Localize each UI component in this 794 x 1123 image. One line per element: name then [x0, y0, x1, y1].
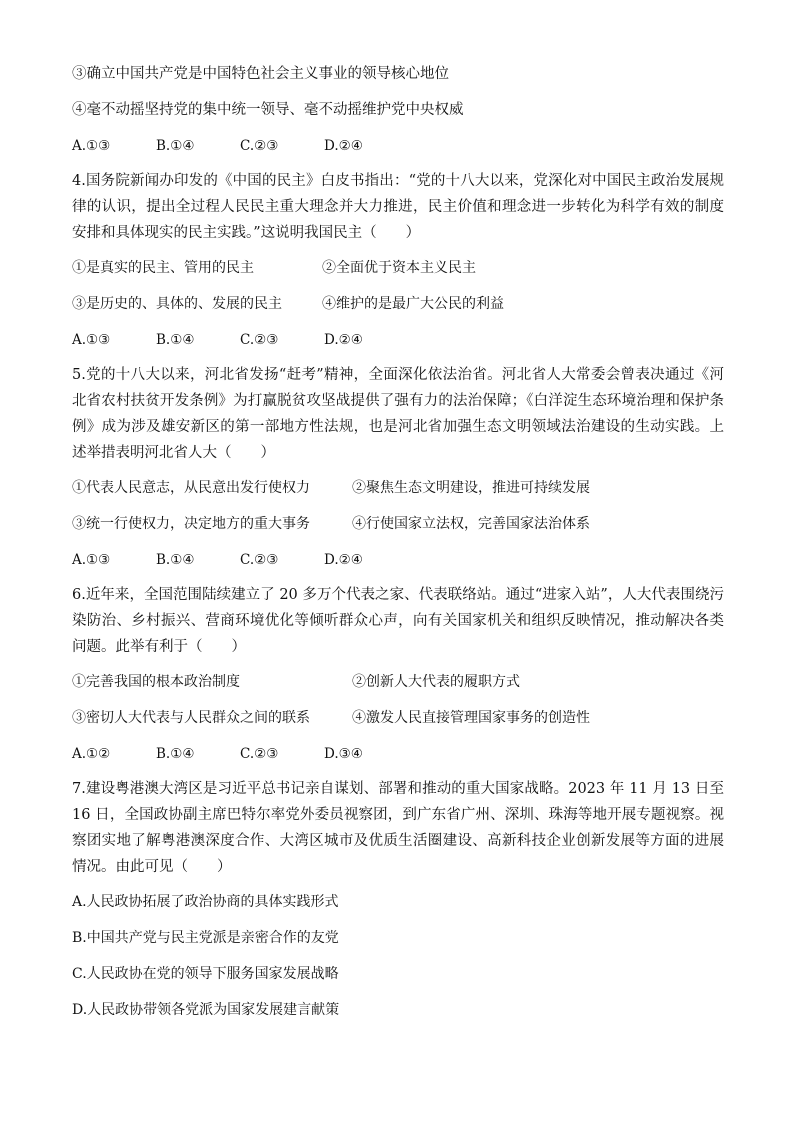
- q6-options-row-2: [72, 708, 724, 728]
- exam-page: [72, 60, 724, 1020]
- q6-option-3: ③密切人大代表与人民群众之间的联系: [72, 710, 310, 726]
- q4-option-3: ③是历史的、具体的、发展的民主: [72, 296, 282, 312]
- q4-answer-choices: [72, 330, 724, 350]
- q6-stem: 6.近年来，全国范围陆续建立了 20 多万个代表之家、代表联络站。通过“进家入站”，人大代表围绕污染防治、乡村振兴、营商环境优化等倾听群众心声，向有关国家机关和组织反映情况，推动解决各类问题。此举有利于（ ）: [72, 587, 724, 655]
- q4-option-1: ①是真实的民主、管用的民主: [72, 260, 254, 276]
- q7-option-c: C.人民政协在党的领导下服务国家发展战略: [72, 966, 339, 982]
- q3-answer-d: D.②④: [324, 138, 363, 154]
- q7-option-a: A.人民政协拓展了政治协商的具体实践形式: [72, 894, 339, 910]
- q5-answer-b: B.①④: [156, 552, 195, 568]
- q6-option-1: ①完善我国的根本政治制度: [72, 674, 240, 690]
- q4-answer-a: A.①③: [72, 332, 111, 348]
- q6-option-4: ④激发人民直接管理国家事务的创造性: [352, 710, 590, 726]
- q5-answer-choices: [72, 550, 724, 570]
- q3-answer-b: B.①④: [156, 138, 195, 154]
- q5-stem: 5.党的十八大以来，河北省发扬“赶考”精神，全面深化依法治省。河北省人大常委会曾表决通过《河北省农村扶贫开发条例》为打赢脱贫攻坚战提供了强有力的法治保障；《白洋淀生态环境治理和保护条例》成为涉及雄安新区的第一部地方性法规，也是河北省加强生态文明领域法治建设的生动实践。上述举措表明河北省人大（ ）: [72, 367, 724, 461]
- q5-options-row-1: [72, 478, 724, 498]
- q4-options-row-2: [72, 294, 724, 314]
- q5-answer-c: C.②③: [240, 552, 279, 568]
- q5-option-1: ①代表人民意志，从民意出发行使权力: [72, 480, 310, 496]
- q4-options-row-1: [72, 258, 724, 278]
- q4-answer-b: B.①④: [156, 332, 195, 348]
- q5-answer-a: A.①③: [72, 552, 111, 568]
- q4-option-4: ④维护的是最广大公民的利益: [322, 296, 504, 312]
- q7-option-d: D.人民政协带领各党派为国家发展建言献策: [72, 1002, 340, 1018]
- q6-options-row-1: [72, 672, 724, 692]
- q6-option-2: ②创新人大代表的履职方式: [352, 674, 520, 690]
- q3-answer-choices: [72, 136, 724, 156]
- q6-answer-b: B.①④: [156, 746, 195, 762]
- q7-option-b: B.中国共产党与民主党派是亲密合作的友党: [72, 930, 339, 946]
- q4-answer-d: D.②④: [324, 332, 363, 348]
- q4-answer-c: C.②③: [240, 332, 279, 348]
- q7-stem: 7.建设粤港澳大湾区是习近平总书记亲自谋划、部署和推动的重大国家战略。2023 年 11 月 13 日至 16 日，全国政协副主席巴特尔率党外委员视察团，到广东省广州、深圳、珠海等地开展专题视察。视察团实地了解粤港澳深度合作、大湾区城市及优质生活圈建设、高新科技企业创新发展等方面的进展情况。由此可见（ ）: [72, 781, 724, 875]
- q4-stem: 4.国务院新闻办印发的《中国的民主》白皮书指出：“党的十八大以来，党深化对中国民主政治发展规律的认识，提出全过程人民民主重大理念并大力推进，民主价值和理念进一步转化为科学有效的制度安排和具体现实的民主实践。”这说明我国民主（ ）: [72, 173, 724, 241]
- q6-answer-d: D.③④: [324, 746, 363, 762]
- q5-answer-d: D.②④: [324, 552, 363, 568]
- q6-answer-choices: [72, 744, 724, 764]
- q3-answer-c: C.②③: [240, 138, 279, 154]
- q4-option-2: ②全面优于资本主义民主: [322, 260, 476, 276]
- q5-option-3: ③统一行使权力，决定地方的重大事务: [72, 516, 310, 532]
- q6-answer-a: A.①②: [72, 746, 111, 762]
- q3-option-4: ④毫不动摇坚持党的集中统一领导、毫不动摇维护党中央权威: [72, 102, 464, 118]
- q5-option-2: ②聚焦生态文明建设，推进可持续发展: [352, 480, 590, 496]
- q6-answer-c: C.②③: [240, 746, 279, 762]
- q5-option-4: ④行使国家立法权，完善国家法治体系: [352, 516, 590, 532]
- q3-option-3: ③确立中国共产党是中国特色社会主义事业的领导核心地位: [72, 66, 449, 82]
- q5-options-row-2: [72, 514, 724, 534]
- q3-answer-a: A.①③: [72, 138, 111, 154]
